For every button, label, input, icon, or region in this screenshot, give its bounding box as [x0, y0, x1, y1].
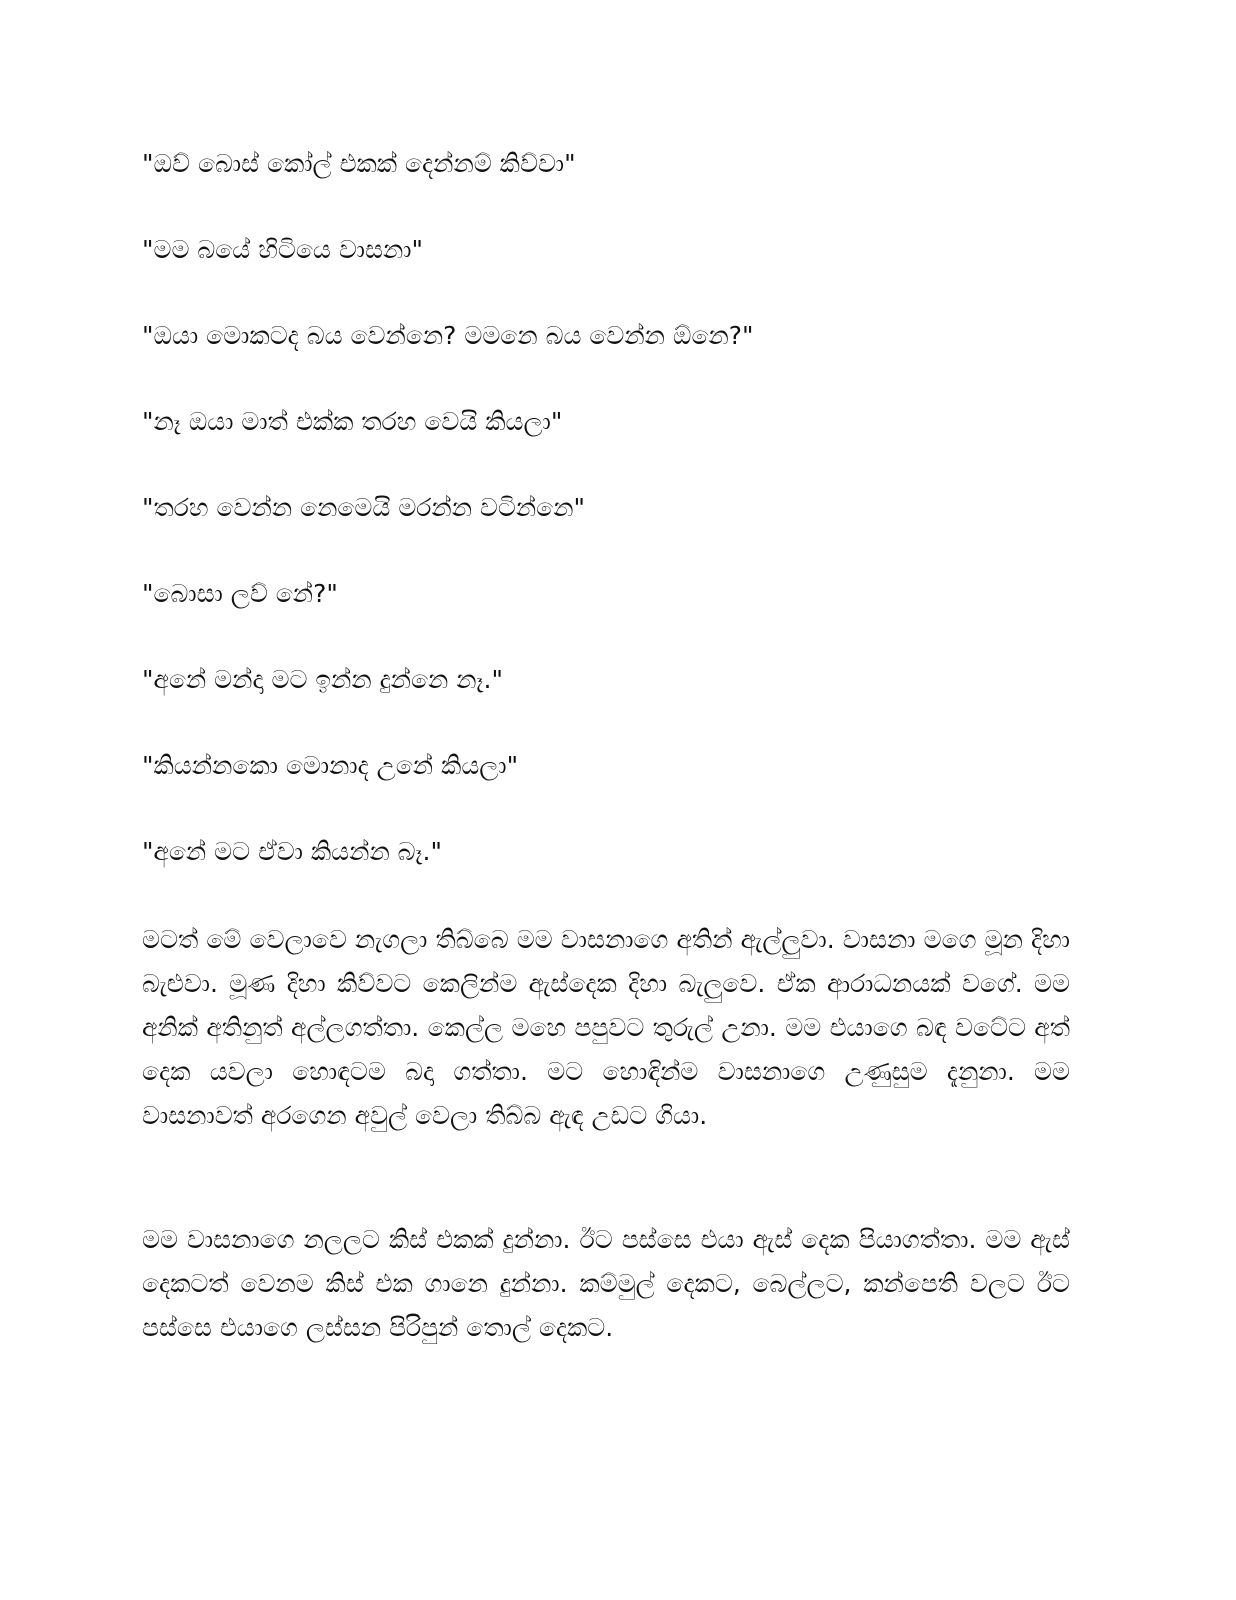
dialogue-line: "අනේ මන්දා මට ඉන්න දුන්නෙ නෑ."	[142, 665, 503, 694]
dialogue-line: "ඔව් බොස් කෝල් එකක් දෙන්නම් කිව්වා"	[142, 149, 576, 178]
dialogue-line: "බොසා ලව් නේ?"	[142, 579, 338, 608]
dialogue-line: "කියන්නකො මොනාද උනේ කියලා"	[142, 751, 519, 780]
dialogue-line: "ඔයා මොකටද බය වෙන්නෙ? මමනෙ බය වෙන්න ඕනෙ?"	[142, 321, 754, 350]
dialogue-line: "අනේ මට ඒවා කියන්න බෑ."	[142, 837, 442, 866]
dialogue-line: "තරහ වෙන්න නෙමෙයි මරන්න වටින්නෙ"	[142, 493, 586, 522]
dialogue-line: "මම බයේ හිටියෙ වාසනා"	[142, 235, 424, 264]
body-paragraph: මටත් මේ වෙලාවෙ නැගලා තිබ්බෙ මම වාසනාගෙ අතින් ඇල්ලුවා. වාසනා මගෙ මූන දිහා බැළුවා. මූණ දිහා කිව්වට කෙලින්ම ඇස්දෙක දිහා බැලුවෙ. ඒක ආරාධනයක් වගේ. මම අනික් අතිනුත් අල්ලගත්තා. කෙල්ල මහෙ පපුවට තුරුල් උනා. මම එයාගෙ බඳ වටේට අත් දෙක යවලා හොඳටම බදා ගත්තා. මට හොඳින්ම වාසනාගෙ උණුසුම දැනුනා. මම වාසනාවත් අරගෙන අවුල් වෙලා තිබ්බ ඇඳ උඩට ගියා.	[142, 925, 1070, 1130]
body-paragraph: මම වාසනාගෙ නලලට කිස් එකක් දුන්නා. ඊට පස්සෙ එයා ඇස් දෙක පියාගත්තා. මම ඇස් දෙකටත් වෙනම කිස් එක ගානෙ දුන්නා. කම්මුල් දෙකට, බෙල්ලට, කන්පෙති වලට ඊට පස්සෙ එයාගෙ ලස්සන පිරිපුන් තොල් දෙකට.	[142, 1225, 1070, 1342]
dialogue-line: "නෑ ඔයා මාත් එක්ක තරහ වෙයි කියලා"	[142, 407, 563, 436]
